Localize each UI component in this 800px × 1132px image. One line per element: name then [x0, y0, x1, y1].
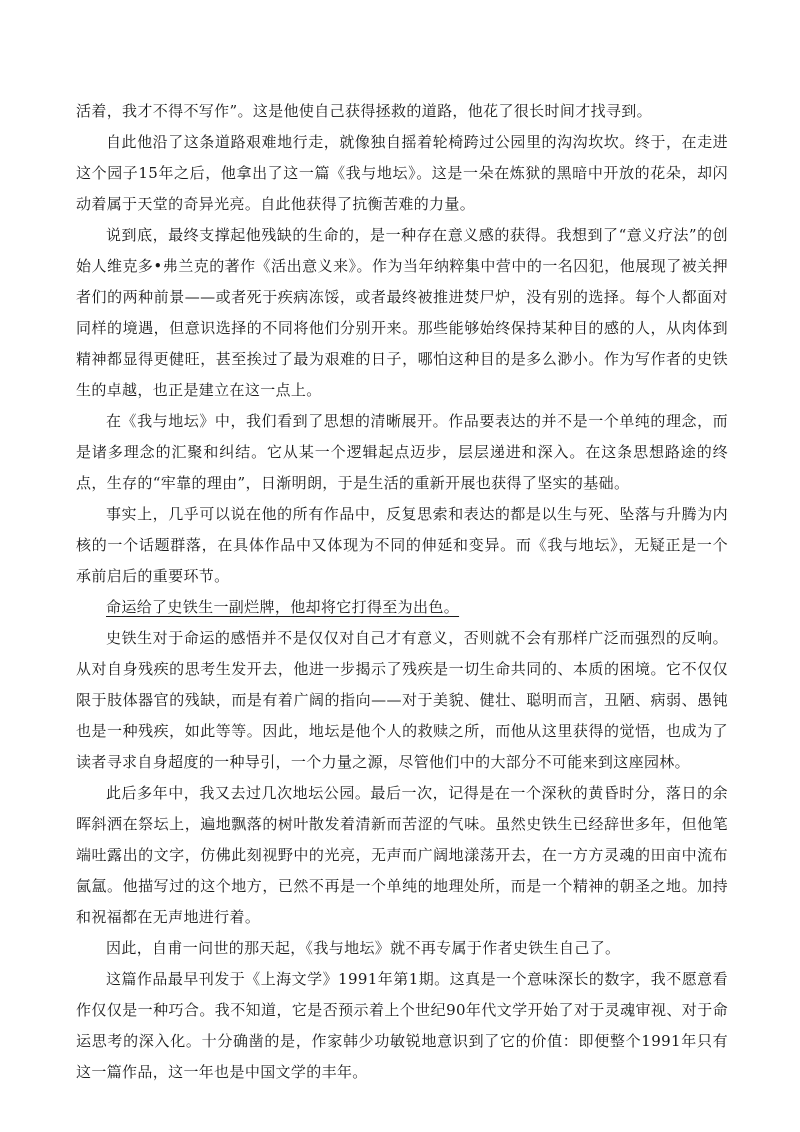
paragraph-2: 自此他沿了这条道路艰难地行走，就像独自摇着轮椅跨过公园里的沟沟坎坎。终于，在走进这个园子15年之后，他拿出了这一篇《我与地坛》。这是一朵在炼狱的黑暗中开放的花朵，却闪动着属于天堂的奇异光亮。自此他获得了抗衡苦难的力量。 [76, 133, 728, 213]
paragraph-8: 此后多年中，我又去过几次地坛公园。最后一次，记得是在一个深秋的黄昏时分，落日的余晖斜洒在祭坛上，遍地飘落的树叶散发着清新而苦涩的气味。虽然史铁生已经辞世多年，但他笔端吐露出的文字，仿佛此刻视野中的光亮，无声而广阔地漾荡开去，在一方方灵魂的田亩中流布氤氲。他描写过的这个地方，已然不再是一个单纯的地理处所，而是一个精神的朝圣之地。加持和祝福都在无声地进行着。 [76, 784, 728, 926]
paragraph-5: 事实上，几乎可以说在他的所有作品中，反复思索和表达的都是以生与死、坠落与升腾为内核的一个话题群落，在具体作品中又体现为不同的伸延和变异。而《我与地坛》，无疑正是一个承前启后的重要环节。 [76, 505, 728, 585]
paragraph-4: 在《我与地坛》中，我们看到了思想的清晰展开。作品要表达的并不是一个单纯的理念，而是诸多理念的汇聚和纠结。它从某一个逻辑起点迈步，层层递进和深入。在这条思想路途的终点，生存的“牢靠的理由”，日渐明朗，于是生活的重新开展也获得了坚实的基础。 [76, 412, 728, 492]
paragraph-7: 史铁生对于命运的感悟并不是仅仅对自己才有意义，否则就不会有那样广泛而强烈的反响。从对自身残疾的思考生发开去，他进一步揭示了残疾是一切生命共同的、本质的困境。它不仅仅限于肢体器官的残缺，而是有着广阔的指向——对于美貌、健壮、聪明而言，丑陋、病弱、愚钝也是一种残疾，如此等等。因此，地坛是他个人的救赎之所，而他从这里获得的觉悟，也成为了读者寻求自身超度的一种导引，一个力量之源，尽管他们中的大部分不可能来到这座园林。 [76, 629, 728, 771]
underlined-text: 命运给了史铁生一副烂牌，他却将它打得至为出色。 [106, 598, 460, 616]
paragraph-3: 说到底，最终支撑起他残缺的生命的，是一种存在意义感的获得。我想到了“意义疗法”的创始人维克多•弗兰克的著作《活出意义来》。作为当年纳粹集中营中的一名囚犯，他展现了被关押者们的两种前景——或者死于疾病冻馁，或者最终被推进焚尸炉，没有别的选择。每个人都面对同样的境遇，但意识选择的不同将他们分别开来。那些能够始终保持某种目的感的人，从肉体到精神都显得更健旺，甚至挨过了最为艰难的日子，哪怕这种目的是多么渺小。作为写作者的史铁生的卓越，也正是建立在这一点上。 [76, 226, 728, 399]
paragraph-9: 因此，自甫一问世的那天起，《我与地坛》就不再专属于作者史铁生自己了。 [106, 939, 621, 957]
underlined-sentence [76, 592, 728, 623]
paragraph-10: 这篇作品最早刊发于《上海文学》1991年第1期。这真是一个意味深长的数字，我不愿意看作仅仅是一种巧合。我不知道，它是否预示着上个世纪90年代文学开始了对于灵魂审视、对于命运思考的深入化。十分确凿的是，作家韩少功敏锐地意识到了它的价值：即便整个1991年只有这一篇作品，这一年也是中国文学的丰年。 [76, 970, 728, 1081]
document-page [76, 96, 728, 1088]
paragraph-1: 活着，我才不得不写作”。这是他使自己获得拯救的道路，他花了很长时间才找寻到。 [76, 102, 652, 120]
